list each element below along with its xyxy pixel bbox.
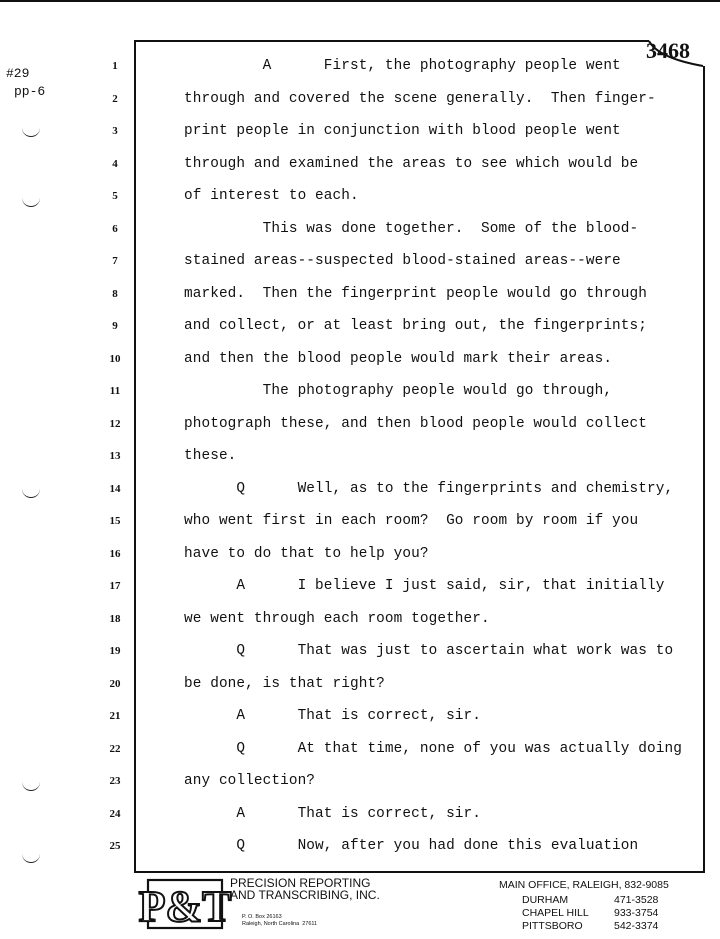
transcript-line: A I believe I just said, sir, that initially xyxy=(184,578,665,594)
office-city: DURHAM xyxy=(522,894,569,906)
punch-hole-mark xyxy=(22,487,40,498)
line-number: 4 xyxy=(112,157,118,170)
margin-note-pages: pp-6 xyxy=(14,84,46,99)
line-number: 2 xyxy=(112,92,118,105)
transcript-line: A First, the photography people went xyxy=(184,58,621,74)
company-logo xyxy=(138,876,232,939)
office-phone: 471-3528 xyxy=(614,894,659,906)
transcript-line: these. xyxy=(184,448,237,464)
line-number: 16 xyxy=(109,547,121,560)
margin-note-exhibit: #29 xyxy=(6,66,30,81)
transcript-line: have to do that to help you? xyxy=(184,545,429,562)
office-row xyxy=(522,920,658,932)
line-number: 12 xyxy=(109,417,121,430)
transcript-line: Q Well, as to the fingerprints and chemistry, xyxy=(184,480,674,497)
transcript-line: who went first in each room? Go room by room if you xyxy=(184,513,639,529)
transcript-line: any collection? xyxy=(184,773,316,789)
line-number: 10 xyxy=(109,352,121,365)
line-number: 17 xyxy=(109,580,121,592)
transcript-line: stained areas--suspected blood-stained areas--were xyxy=(184,253,621,269)
line-number: 8 xyxy=(112,287,118,300)
company-address xyxy=(242,914,317,928)
transcript-line: A That is correct, sir. xyxy=(184,805,482,822)
page-frame-left xyxy=(134,40,136,873)
line-number: 3 xyxy=(112,125,118,137)
main-office-line: MAIN OFFICE, RALEIGH, 832-9085 xyxy=(499,879,669,891)
line-number: 14 xyxy=(109,482,121,495)
office-phone: 542-3374 xyxy=(614,920,659,932)
office-phone: 933-3754 xyxy=(614,907,659,919)
company-name-line-2: AND TRANSCRIBING, INC. xyxy=(230,888,380,902)
transcript-line: through and examined the areas to see which would be xyxy=(184,155,639,172)
office-row xyxy=(522,894,658,906)
transcript-line: and then the blood people would mark their areas. xyxy=(184,350,613,367)
line-number: 6 xyxy=(112,222,118,235)
punch-hole-mark xyxy=(22,780,40,791)
punch-hole-mark xyxy=(22,196,40,207)
office-row xyxy=(522,907,658,919)
line-number: 18 xyxy=(109,612,121,625)
line-number: 24 xyxy=(109,807,121,820)
company-name-line-1: PRECISION REPORTING xyxy=(230,876,371,890)
transcript-line: Q At that time, none of you was actually doing xyxy=(184,740,682,757)
po-box: P. O. Box 26163 xyxy=(242,914,282,920)
transcript-line: This was done together. Some of the blood- xyxy=(184,220,639,237)
line-number: 19 xyxy=(109,645,121,657)
line-number: 9 xyxy=(112,320,118,332)
line-number: 22 xyxy=(109,742,121,755)
line-number: 5 xyxy=(112,190,118,202)
line-number: 11 xyxy=(109,385,121,397)
line-number: 21 xyxy=(109,710,121,722)
transcript-line: we went through each room together. xyxy=(184,610,490,627)
office-city: CHAPEL HILL xyxy=(522,907,589,919)
line-number: 7 xyxy=(112,255,118,267)
punch-hole-mark xyxy=(22,852,40,863)
transcript-line: and collect, or at least bring out, the fingerprints; xyxy=(184,318,647,334)
transcript-line: Q That was just to ascertain what work was to xyxy=(184,643,674,659)
company-name xyxy=(230,877,380,901)
office-city: PITTSBORO xyxy=(522,920,583,932)
transcript-line: marked. Then the fingerprint people would go through xyxy=(184,285,647,302)
city-address: Raleigh, North Carolina 27611 xyxy=(242,921,318,927)
transcript-line: The photography people would go through, xyxy=(184,383,613,399)
top-border-rule xyxy=(0,0,720,2)
page-frame-bottom xyxy=(134,871,704,873)
transcript-line: through and covered the scene generally. Then finger- xyxy=(184,90,656,107)
punch-hole-mark xyxy=(22,126,40,137)
page-frame-right xyxy=(703,66,705,873)
transcript-line: be done, is that right? xyxy=(184,675,385,692)
transcript-line: A That is correct, sir. xyxy=(184,708,482,724)
line-number: 1 xyxy=(112,60,118,72)
logo-lettering: P&T xyxy=(138,882,232,931)
transcript-line: print people in conjunction with blood people went xyxy=(184,123,621,139)
line-number: 13 xyxy=(109,450,121,462)
transcript-line: of interest to each. xyxy=(184,188,359,204)
line-number: 25 xyxy=(109,840,121,852)
line-number: 20 xyxy=(109,677,121,690)
transcript-line: photograph these, and then blood people would collect xyxy=(184,415,647,432)
transcript-line: Q Now, after you had done this evaluation xyxy=(184,838,639,854)
page-number: 3468 xyxy=(646,38,690,63)
line-number: 15 xyxy=(109,515,121,527)
page-frame-top xyxy=(134,40,649,42)
line-number: 23 xyxy=(109,775,121,787)
